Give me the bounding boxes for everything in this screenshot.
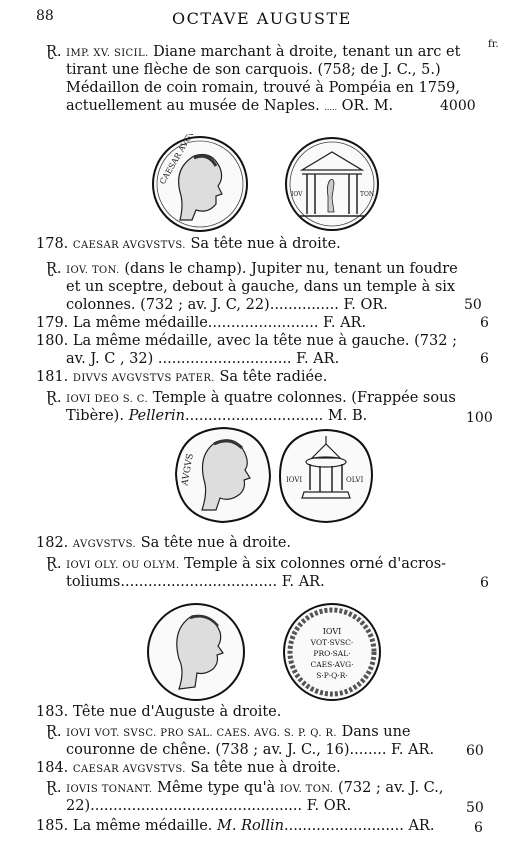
- reverse-text: colonnes. (732 ; av. J. C, 22)...............: [66, 297, 339, 313]
- reverse-line: CAES·AVG·: [310, 660, 354, 669]
- entry-text: Sa tête radiée.: [219, 369, 328, 385]
- entry-text: Tête nue d'Auguste à droite.: [72, 704, 282, 720]
- reverse-mark: Ɽ.: [46, 261, 62, 277]
- entry-182: [36, 535, 291, 553]
- coin-pair-3: [138, 600, 392, 704]
- reverse-mark: Ɽ.: [46, 556, 62, 572]
- entry-number: 184.: [36, 760, 69, 776]
- entry-182-reverse-line1: [46, 556, 446, 574]
- entry-tail: OR. M.: [341, 98, 394, 114]
- reverse-text: Temple à six colonnes orné d'acros-: [184, 556, 447, 572]
- entry-184-price: 50: [466, 800, 484, 816]
- entry-text: Sa tête nue à droite.: [190, 760, 341, 776]
- reverse-text: toliums..................................: [66, 574, 278, 590]
- entry-text: La même médaille.: [72, 818, 213, 834]
- reverse-text: Dans une: [341, 724, 411, 740]
- reverse-text: Tibère).: [66, 408, 124, 424]
- coin-pair-2: [170, 422, 380, 528]
- entry-legend: CAESAR AVGVSTVS.: [72, 764, 186, 775]
- entry-tail: F. OR.: [343, 297, 388, 313]
- entry-180-line2: [66, 351, 339, 368]
- entry-184-reverse-line1: [46, 780, 443, 798]
- reverse-line: PRO·SAL·: [313, 649, 351, 658]
- reverse-text: Temple à quatre colonnes. (Frappée sous: [152, 390, 456, 406]
- coin-obverse: [176, 428, 270, 522]
- entry-178: [36, 236, 341, 254]
- reverse-text: (dans le champ). Jupiter nu, tenant un foudre: [124, 261, 458, 277]
- reverse-legend: IOVI DEO S. C.: [66, 394, 149, 405]
- reverse-legend-right: OLVI: [346, 476, 364, 484]
- entry-179: [36, 315, 366, 332]
- entry-tail: F. AR.: [281, 574, 325, 590]
- reverse-legend: IMP. XV. SICIL.: [66, 48, 149, 59]
- entry-tail: F. AR.: [296, 351, 340, 367]
- coin-reverse: [284, 604, 380, 700]
- entry-184: [36, 760, 341, 778]
- entry-legend: CAESAR AVGVSTVS.: [72, 240, 186, 251]
- dot-leader: ..............................: [185, 408, 324, 424]
- entry-183-reverse-line1: [46, 724, 411, 742]
- collector-name: Pellerin: [128, 408, 186, 424]
- entry-tail: F. AR.: [391, 742, 435, 758]
- entry-legend: DIVVS AVGVSTVS PATER.: [72, 373, 215, 384]
- coin-obverse: [153, 134, 247, 231]
- entry-tail: AR.: [408, 818, 435, 834]
- entry-text: Sa tête nue à droite.: [190, 236, 341, 252]
- reverse-text: Même type qu'à: [157, 780, 276, 796]
- coin-reverse: [286, 138, 378, 230]
- coin-obverse: [148, 604, 244, 700]
- entry-legend: AVGVSTVS.: [72, 539, 137, 550]
- reverse-legend: IOV. TON.: [279, 784, 334, 795]
- entry-text: La même médaille........................: [72, 315, 319, 331]
- reverse-text: couronne de chêne. (738 ; av. J. C., 16)........: [66, 742, 387, 758]
- currency-note: fr.: [488, 39, 499, 50]
- entry-tail: F. AR.: [323, 315, 367, 331]
- entry-tail: F. OR.: [306, 798, 352, 814]
- coin-pair-1: [150, 134, 386, 234]
- page-title: OCTAVE AUGUSTE: [172, 9, 352, 28]
- entry-number: 179.: [36, 315, 69, 331]
- entry-text: La même médaille, avec la tête nue à gauche. (732 ;: [72, 333, 457, 349]
- entry-number: 178.: [36, 236, 69, 252]
- reverse-line: IOVI: [322, 627, 342, 636]
- entry-number: 183.: [36, 704, 69, 720]
- entry-185-price: 6: [474, 820, 483, 836]
- reverse-mark: Ɽ.: [46, 390, 62, 406]
- reverse-text: 22)..............................................: [66, 798, 303, 814]
- entry-177-reverse-line3: Médaillon de coin romain, trouvé à Pompéia en 1759,: [66, 80, 461, 96]
- reverse-line: VOT·SVSC·: [310, 638, 354, 647]
- entry-tail: M. B.: [327, 408, 368, 424]
- entry-178-reverse-line2: et un sceptre, debout à gauche, dans un temple à six: [66, 279, 456, 295]
- reverse-mark: Ɽ.: [46, 44, 62, 60]
- entry-179-price: 6: [480, 315, 489, 331]
- entry-number: 181.: [36, 369, 69, 385]
- entry-text: Sa tête nue à droite.: [140, 535, 292, 551]
- entry-181: [36, 369, 327, 387]
- entry-number: 185.: [36, 818, 69, 834]
- reverse-mark: Ɽ.: [46, 724, 62, 740]
- reverse-legend-right: TON: [360, 191, 375, 198]
- entry-177-reverse-line2: tirant une flèche de son carquois. (758; de J. C., 5.): [66, 62, 441, 78]
- reverse-text: (732 ; av. J. C.,: [338, 780, 444, 796]
- entry-178-price: 50: [464, 297, 482, 313]
- entry-183-price: 60: [466, 743, 484, 759]
- entry-177-reverse-line1: [46, 44, 460, 62]
- entry-180-line1: [36, 333, 457, 350]
- entry-177-reverse-line4: actuellement au musée de Naples. ..... OR. M.: [66, 98, 394, 114]
- entry-number: 182.: [36, 535, 69, 551]
- obverse-legend: AVGVS: [180, 452, 196, 487]
- entry-178-reverse-line1: [46, 261, 458, 279]
- reverse-text: actuellement au musée de Naples.: [66, 98, 320, 114]
- reverse-legend: IOVI OLY. OU OLYM.: [66, 560, 180, 571]
- entry-184-reverse-line2: [66, 798, 351, 815]
- dot-leader: ..........................: [284, 818, 404, 834]
- entry-182-price: 6: [480, 575, 489, 591]
- reverse-line: S·P·Q·R·: [316, 671, 348, 680]
- entry-183: [36, 704, 281, 721]
- entry-185: [36, 818, 434, 835]
- collector-name: M. Rollin: [217, 818, 284, 834]
- coin-reverse: [280, 430, 372, 522]
- page-number: 88: [36, 8, 54, 24]
- reverse-text: Diane marchant à droite, tenant un arc et: [153, 44, 461, 60]
- entry-181-reverse-line1: [46, 390, 456, 408]
- reverse-mark: Ɽ.: [46, 780, 62, 796]
- entry-number: 180.: [36, 333, 69, 349]
- entry-178-reverse-line3: [66, 297, 388, 314]
- reverse-legend: IOV. TON.: [66, 265, 120, 276]
- entry-182-reverse-line2: [66, 574, 325, 591]
- reverse-legend: IOVI VOT. SVSC. PRO SAL. CAES. AVG. S. P. Q. R.: [66, 728, 337, 739]
- entry-183-reverse-line2: [66, 742, 434, 759]
- entry-181-price: 100: [466, 410, 493, 426]
- reverse-legend: IOVIS TONANT.: [66, 784, 153, 795]
- reverse-legend-left: IOV: [291, 191, 303, 198]
- entry-text: av. J. C , 32) .............................: [66, 351, 292, 367]
- entry-177-price: 4000: [440, 98, 476, 114]
- reverse-legend-left: IOVI: [286, 476, 303, 484]
- entry-180-price: 6: [480, 351, 489, 367]
